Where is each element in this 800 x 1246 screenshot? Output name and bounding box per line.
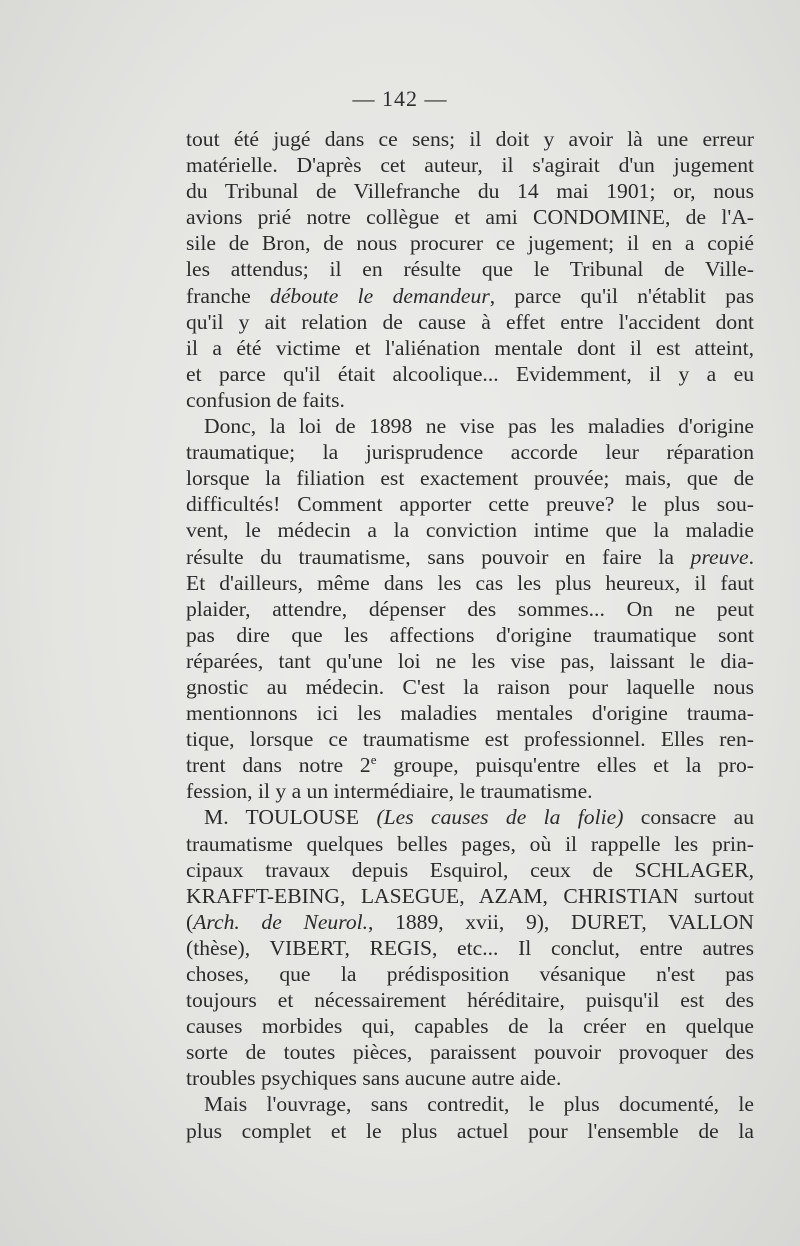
- text-line: [186, 648, 754, 674]
- text-line: [186, 309, 754, 335]
- text-line: [186, 439, 754, 465]
- text-run: Mais l'ouvrage, sans contredit, le plus documenté, le: [204, 1092, 754, 1117]
- text-line: [186, 596, 754, 622]
- text-run: tique, lorsque ce traumatisme est professionnel. Elles ren-: [186, 727, 754, 752]
- text-line: [186, 361, 754, 387]
- text-run: et parce qu'il était alcoolique... Evidemment, il y a eu: [186, 361, 754, 386]
- text-line: [186, 517, 754, 543]
- text-run: troubles psychiques sans aucune autre aide.: [186, 1066, 562, 1091]
- text-line: [186, 935, 754, 961]
- text-run: difficultés! Comment apporter cette preuve? le plus sou-: [186, 492, 754, 517]
- text-run: confusion de faits.: [186, 387, 345, 412]
- italic-text: (Les causes de la folie): [376, 805, 624, 830]
- text-line: [186, 491, 754, 517]
- text-line: [186, 883, 754, 909]
- text-run: groupe, puisqu'entre elles et la pro-: [376, 753, 754, 778]
- text-run: matérielle. D'après cet auteur, il s'agirait d'un jugement: [186, 153, 754, 178]
- text-run: choses, que la prédisposition vésanique n'est pas: [186, 962, 754, 986]
- text-line: [186, 961, 754, 987]
- text-run: cipaux travaux depuis Esquirol, ceux de SCHLAGER,: [186, 857, 754, 882]
- text-line: [186, 622, 754, 648]
- text-line: [186, 256, 754, 282]
- text-run: KRAFFT-EBING, LASEGUE, AZAM, CHRISTIAN surtout: [186, 883, 754, 908]
- text-line: [186, 465, 754, 491]
- text-run: (: [186, 909, 194, 934]
- italic-text: Arch. de Neurol.: [193, 909, 369, 934]
- text-line: [186, 674, 754, 700]
- text-run: vent, le médecin a la conviction intime que la maladie: [186, 518, 754, 543]
- text-line: [186, 570, 754, 596]
- text-run: (thèse), VIBERT, REGIS, etc... Il conclut, entre autres: [186, 935, 754, 960]
- text-run: fession, il y a un intermédiaire, le traumatisme.: [186, 779, 593, 804]
- text-line: [186, 283, 754, 309]
- text-run: consacre au: [623, 805, 754, 830]
- text-line: [186, 230, 754, 256]
- italic-text: déboute le demandeur: [270, 283, 490, 308]
- text-line: [186, 152, 754, 178]
- text-run: traumatisme quelques belles pages, où il rappelle les prin-: [186, 831, 754, 856]
- text-line: [186, 700, 754, 726]
- text-run: tout été jugé dans ce sens; il doit y avoir là une erreur: [186, 127, 754, 151]
- text-run: qu'il y ait relation de cause à effet entre l'accident dont: [186, 309, 754, 334]
- text-line: [186, 126, 754, 152]
- text-line: [186, 413, 754, 439]
- text-run: M. TOULOUSE: [204, 805, 377, 830]
- text-line: [186, 726, 754, 752]
- page-number: — 142 —: [352, 86, 448, 111]
- text-line: [186, 804, 754, 830]
- text-run: les attendus; il en résulte que le Tribunal de Ville-: [186, 257, 754, 282]
- text-line: [186, 1013, 754, 1039]
- text-line: [186, 178, 754, 204]
- text-line: [186, 857, 754, 883]
- text-run: plaider, attendre, dépenser des sommes... On ne peut: [186, 596, 754, 621]
- text-run: Et d'ailleurs, même dans les cas les plus heureux, il faut: [186, 570, 754, 595]
- text-line: [186, 1039, 754, 1065]
- text-run: résulte du traumatisme, sans pouvoir en faire la: [186, 544, 691, 569]
- text-run: .: [748, 544, 754, 569]
- text-line: [186, 1091, 754, 1117]
- text-line: [186, 204, 754, 230]
- text-line: [186, 544, 754, 570]
- text-run: toujours et nécessairement héréditaire, puisqu'il est des: [186, 988, 754, 1013]
- text-run: du Tribunal de Villefranche du 14 mai 1901; or, nous: [186, 179, 754, 204]
- text-run: causes morbides qui, capables de la créer en quelque: [186, 1014, 754, 1039]
- text-run: , 1889, xvii, 9), DURET, VALLON: [368, 909, 754, 934]
- text-run: pas dire que les affections d'origine traumatique sont: [186, 622, 754, 647]
- body-text: [186, 126, 754, 1144]
- text-run: franche: [186, 283, 271, 308]
- text-line: [186, 1065, 754, 1091]
- text-line: [186, 987, 754, 1013]
- text-line: [186, 1118, 754, 1144]
- text-run: sorte de toutes pièces, paraissent pouvoir provoquer des: [186, 1040, 754, 1065]
- text-run: mentionnons ici les maladies mentales d'origine trauma-: [186, 701, 754, 726]
- text-run: lorsque la filiation est exactement prouvée; mais, que de: [186, 466, 754, 491]
- text-run: plus complet et le plus actuel pour l'ensemble de la: [186, 1118, 754, 1143]
- superscript-text: e: [370, 752, 377, 768]
- text-run: Donc, la loi de 1898 ne vise pas les maladies d'origine: [204, 414, 754, 439]
- text-run: traumatique; la jurisprudence accorde leur réparation: [186, 440, 754, 465]
- text-line: [186, 387, 754, 413]
- text-line: [186, 831, 754, 857]
- text-run: avions prié notre collègue et ami CONDOMINE, de l'A-: [186, 205, 754, 230]
- text-run: gnostic au médecin. C'est la raison pour laquelle nous: [186, 674, 754, 699]
- text-run: réparées, tant qu'une loi ne les vise pas, laissant le dia-: [186, 648, 754, 673]
- text-line: [186, 778, 754, 804]
- text-line: [186, 752, 754, 778]
- italic-text: preuve: [690, 544, 749, 569]
- text-run: trent dans notre 2: [186, 753, 371, 778]
- text-line: [186, 335, 754, 361]
- text-line: [186, 909, 754, 935]
- text-run: sile de Bron, de nous procurer ce jugement; il en a copié: [186, 231, 754, 256]
- text-run: il a été victime et l'aliénation mentale dont il est atteint,: [186, 335, 754, 360]
- text-run: , parce qu'il n'établit pas: [489, 283, 754, 308]
